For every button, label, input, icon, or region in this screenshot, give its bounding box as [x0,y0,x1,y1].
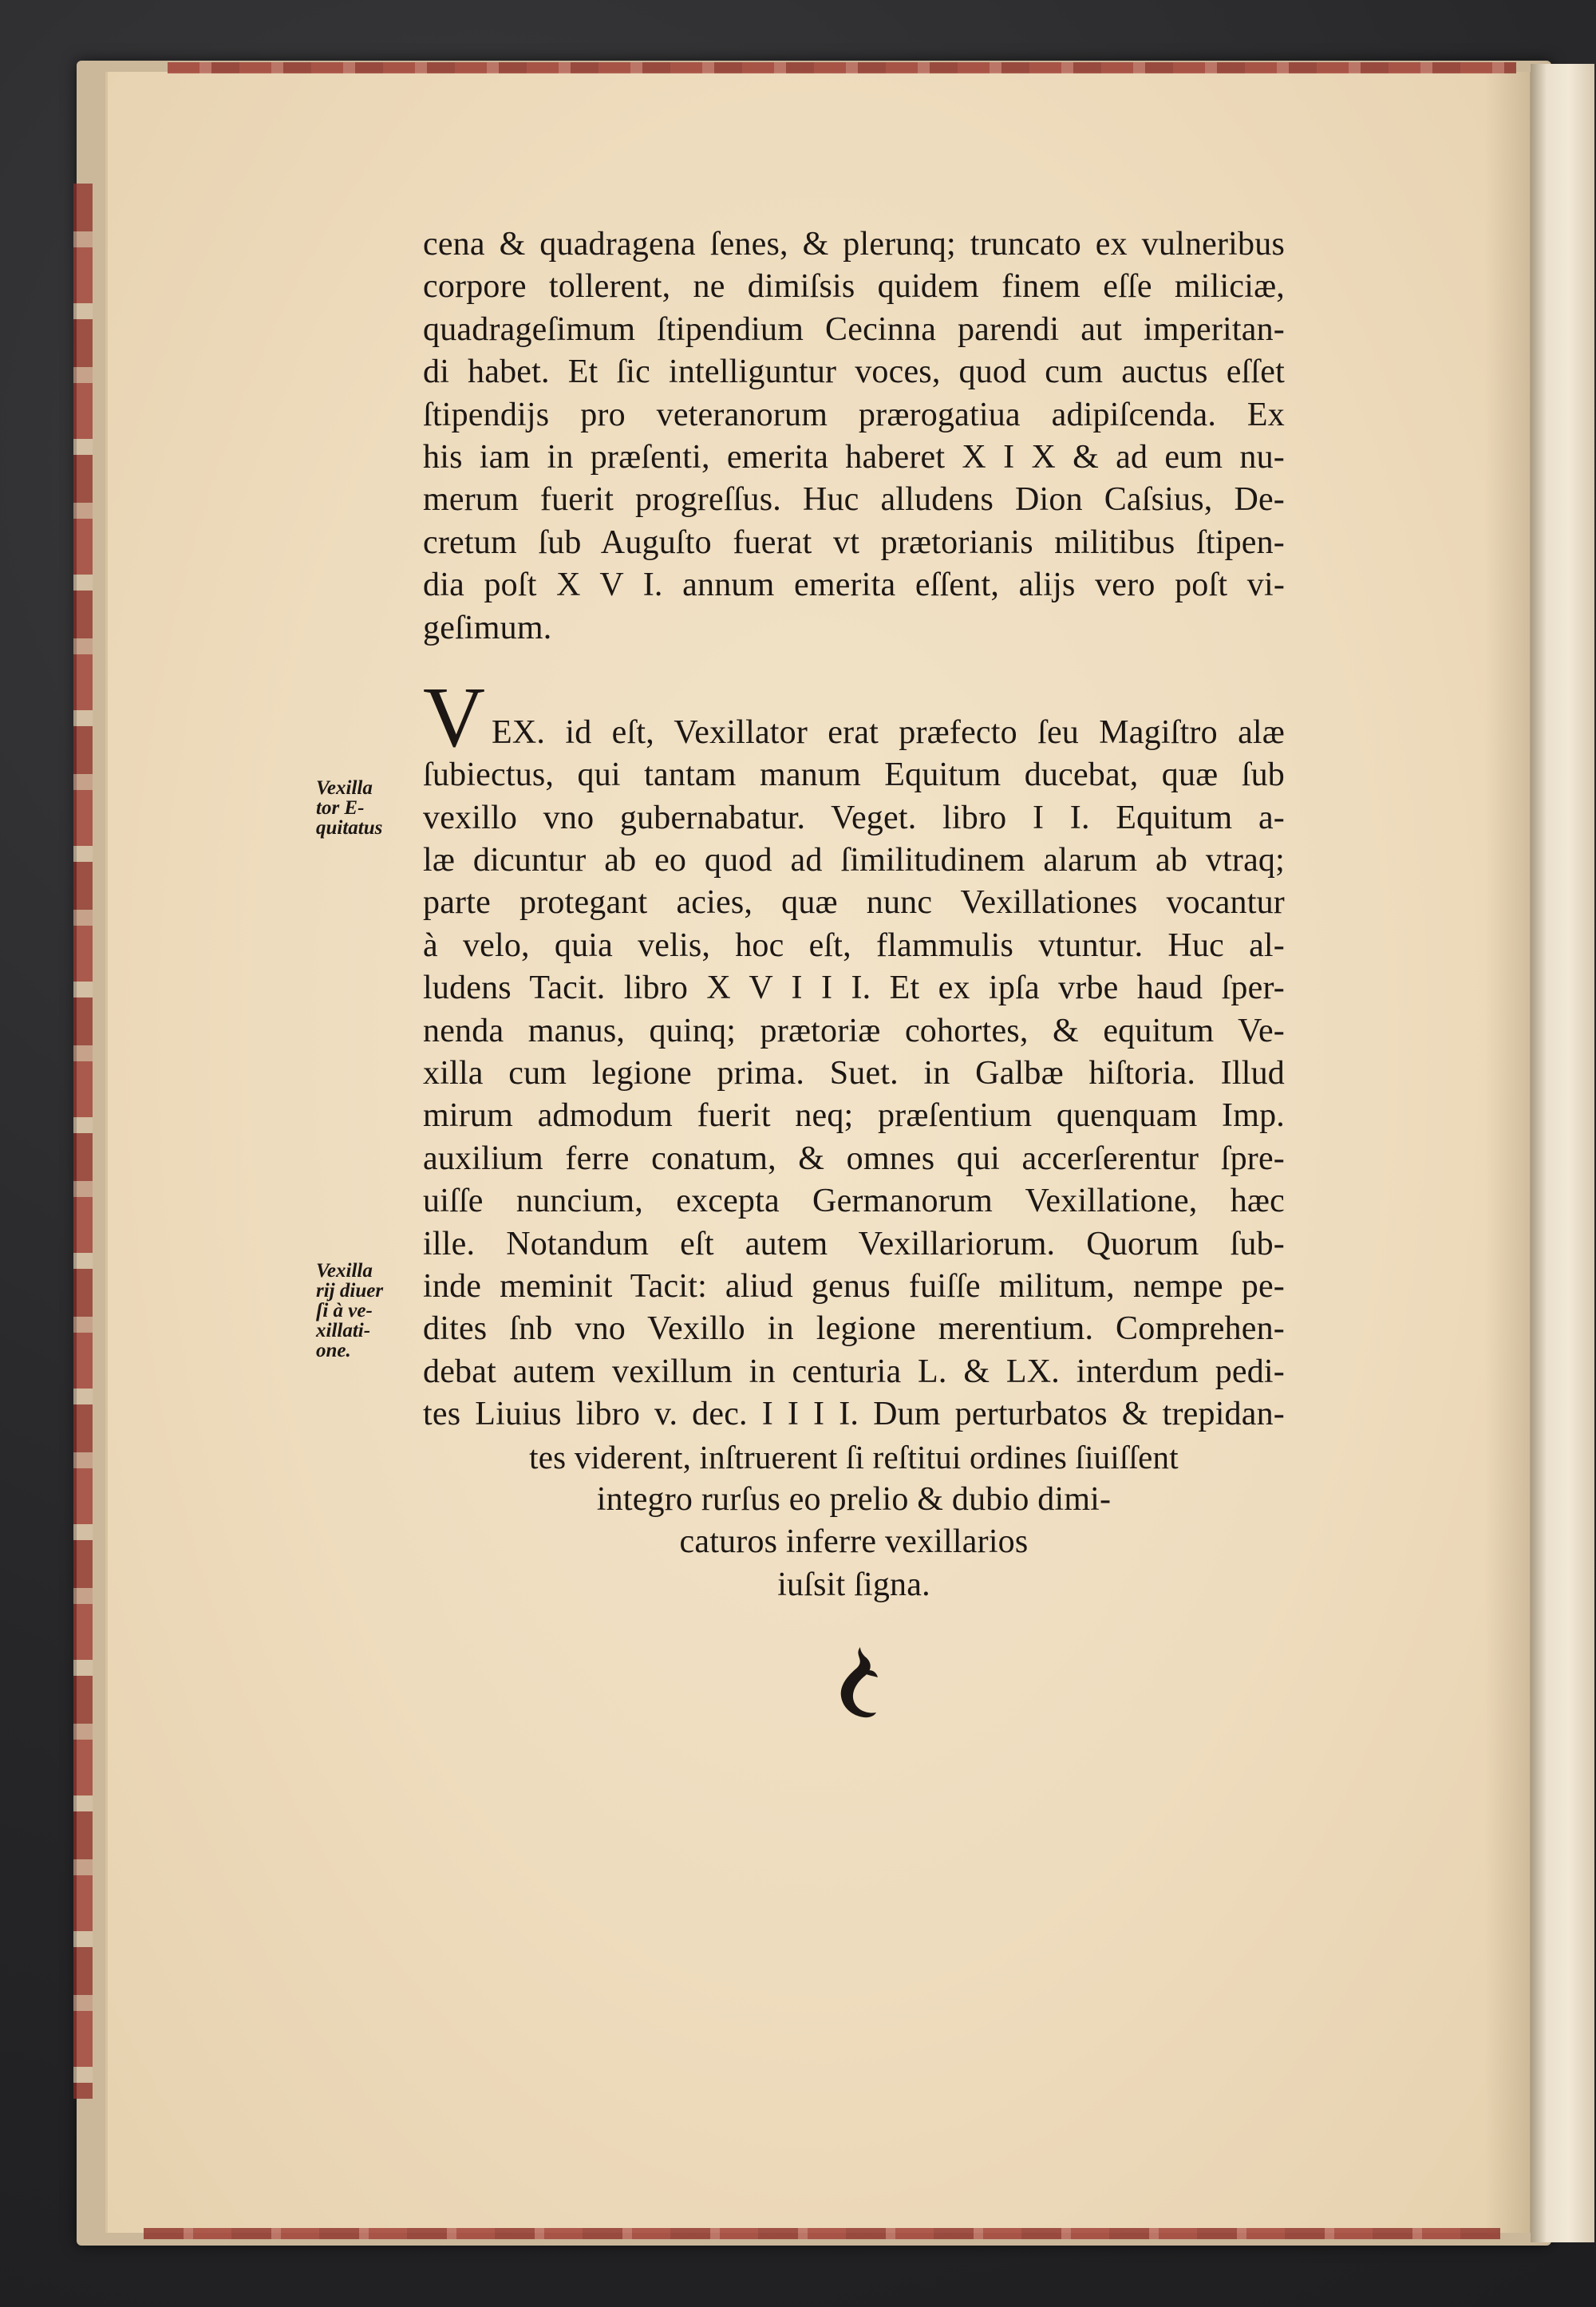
marginal-note-vexillarii [316,1261,421,1361]
text-line-taper: tes viderent, inſtruerent ſi reſtitui ordines ſiuiſſent [529,1438,1179,1475]
text-line: nenda manus, quinq; prætoriæ cohortes, & equitum Ve- [423,1012,1285,1049]
marginal-note-line: tor E- [316,797,365,819]
text-line-taper: iuſsit ſigna. [777,1566,930,1603]
text-line: quadrageſimum ſtipendium Cecinna parendi aut imperitan- [423,310,1285,348]
text-line: corpore tollerent, ne dimiſsis quidem finem eſſe miliciæ, [423,268,1285,306]
page-body-text [423,223,1285,1606]
drop-capital: V [423,670,486,765]
text-line-taper: caturos inferre vexillarios [679,1523,1029,1561]
text-line: parte protegant acies, quæ nunc Vexillationes vocantur [423,884,1285,922]
red-edge-top [168,62,1516,73]
text-line: geſimum. [423,609,552,646]
marginal-note-line: quitatus [316,817,383,839]
text-line: cena & quadragena ſenes, & plerunq; truncato ex vulneribus [423,226,1285,263]
text-line: auxilium ferre conatum, & omnes qui accerſerentur ſpre- [423,1140,1285,1177]
red-edge-left [73,184,93,2099]
text-line: ſtipendijs pro veteranorum prærogatiua adipiſcenda. Ex [423,396,1285,433]
text-line: dia poſt X V I. annum emerita eſſent, alijs vero poſt vi- [423,567,1285,604]
marginal-note-line: ſi à ve- [316,1300,373,1321]
text-line: ſubiectus, qui tantam manum Equitum ducebat, quæ ſub [423,756,1285,794]
marginal-note-line: rij diuer [316,1280,384,1302]
text-line: uiſſe nuncium, excepta Germanorum Vexillatione, hæc [423,1183,1285,1220]
marginal-note-vexillator [316,778,421,838]
text-line: à velo, quia velis, hoc eſt, flammulis vtuntur. Huc al- [423,926,1285,964]
facing-page-edge [1531,64,1594,2242]
gutter-shadow [1484,72,1531,2233]
text-line-taper: integro rurſus eo prelio & dubio dimi- [596,1480,1112,1518]
marginal-note-line: Vexilla [316,1260,373,1282]
text-line-dropcap [423,670,1285,765]
text-line: his iam in præſenti, emerita haberet X I X & ad eum nu- [423,438,1285,476]
paragraph-gap [423,650,1285,712]
red-edge-bottom [144,2228,1500,2239]
text-line: mirum admodum fuerit neq; præſentium quenquam Imp. [423,1097,1285,1135]
text-line: di habet. Et ſic intelliguntur voces, quod cum auctus eſſet [423,354,1285,391]
marginal-note-line: Vexilla [316,777,373,799]
text-line: merum fuerit progreſſus. Huc alludens Dion Caſsius, De- [423,481,1285,519]
leaf-ornament-icon [833,1644,881,1724]
text-line: vexillo vno gubernabatur. Veget. libro I I. Equitum a- [423,799,1285,836]
text-line: debat autem vexillum in centuria L. & LX. interdum pedi- [423,1353,1285,1390]
text-line-content: EX. id eſt, Vexillator erat præfecto ſeu Magiſtro alæ [492,713,1285,751]
text-line: ludens Tacit. libro X V I I I. Et ex ipſa vrbe haud ſper- [423,970,1285,1007]
text-line: dites ſnb vno Vexillo in legione merentium. Comprehen- [423,1310,1285,1348]
text-line: inde meminit Tacit: aliud genus fuiſſe militum, nempe pe- [423,1267,1285,1305]
text-line: læ dicuntur ab eo quod ad ſimilitudinem alarum ab vtraq; [423,842,1285,879]
marginal-note-line: xillati- [316,1320,371,1341]
text-line: tes Liuius libro v. dec. I I I I. Dum perturbatos & trepidan- [423,1396,1285,1433]
text-line: xilla cum legione prima. Suet. in Galbæ hiſtoria. Illud [423,1055,1285,1092]
text-line: cretum ſub Auguſto fuerat vt prætorianis militibus ſtipen- [423,523,1285,561]
marginal-note-line: one. [316,1340,351,1361]
text-line: ille. Notandum eſt autem Vexillariorum. Quorum ſub- [423,1225,1285,1262]
